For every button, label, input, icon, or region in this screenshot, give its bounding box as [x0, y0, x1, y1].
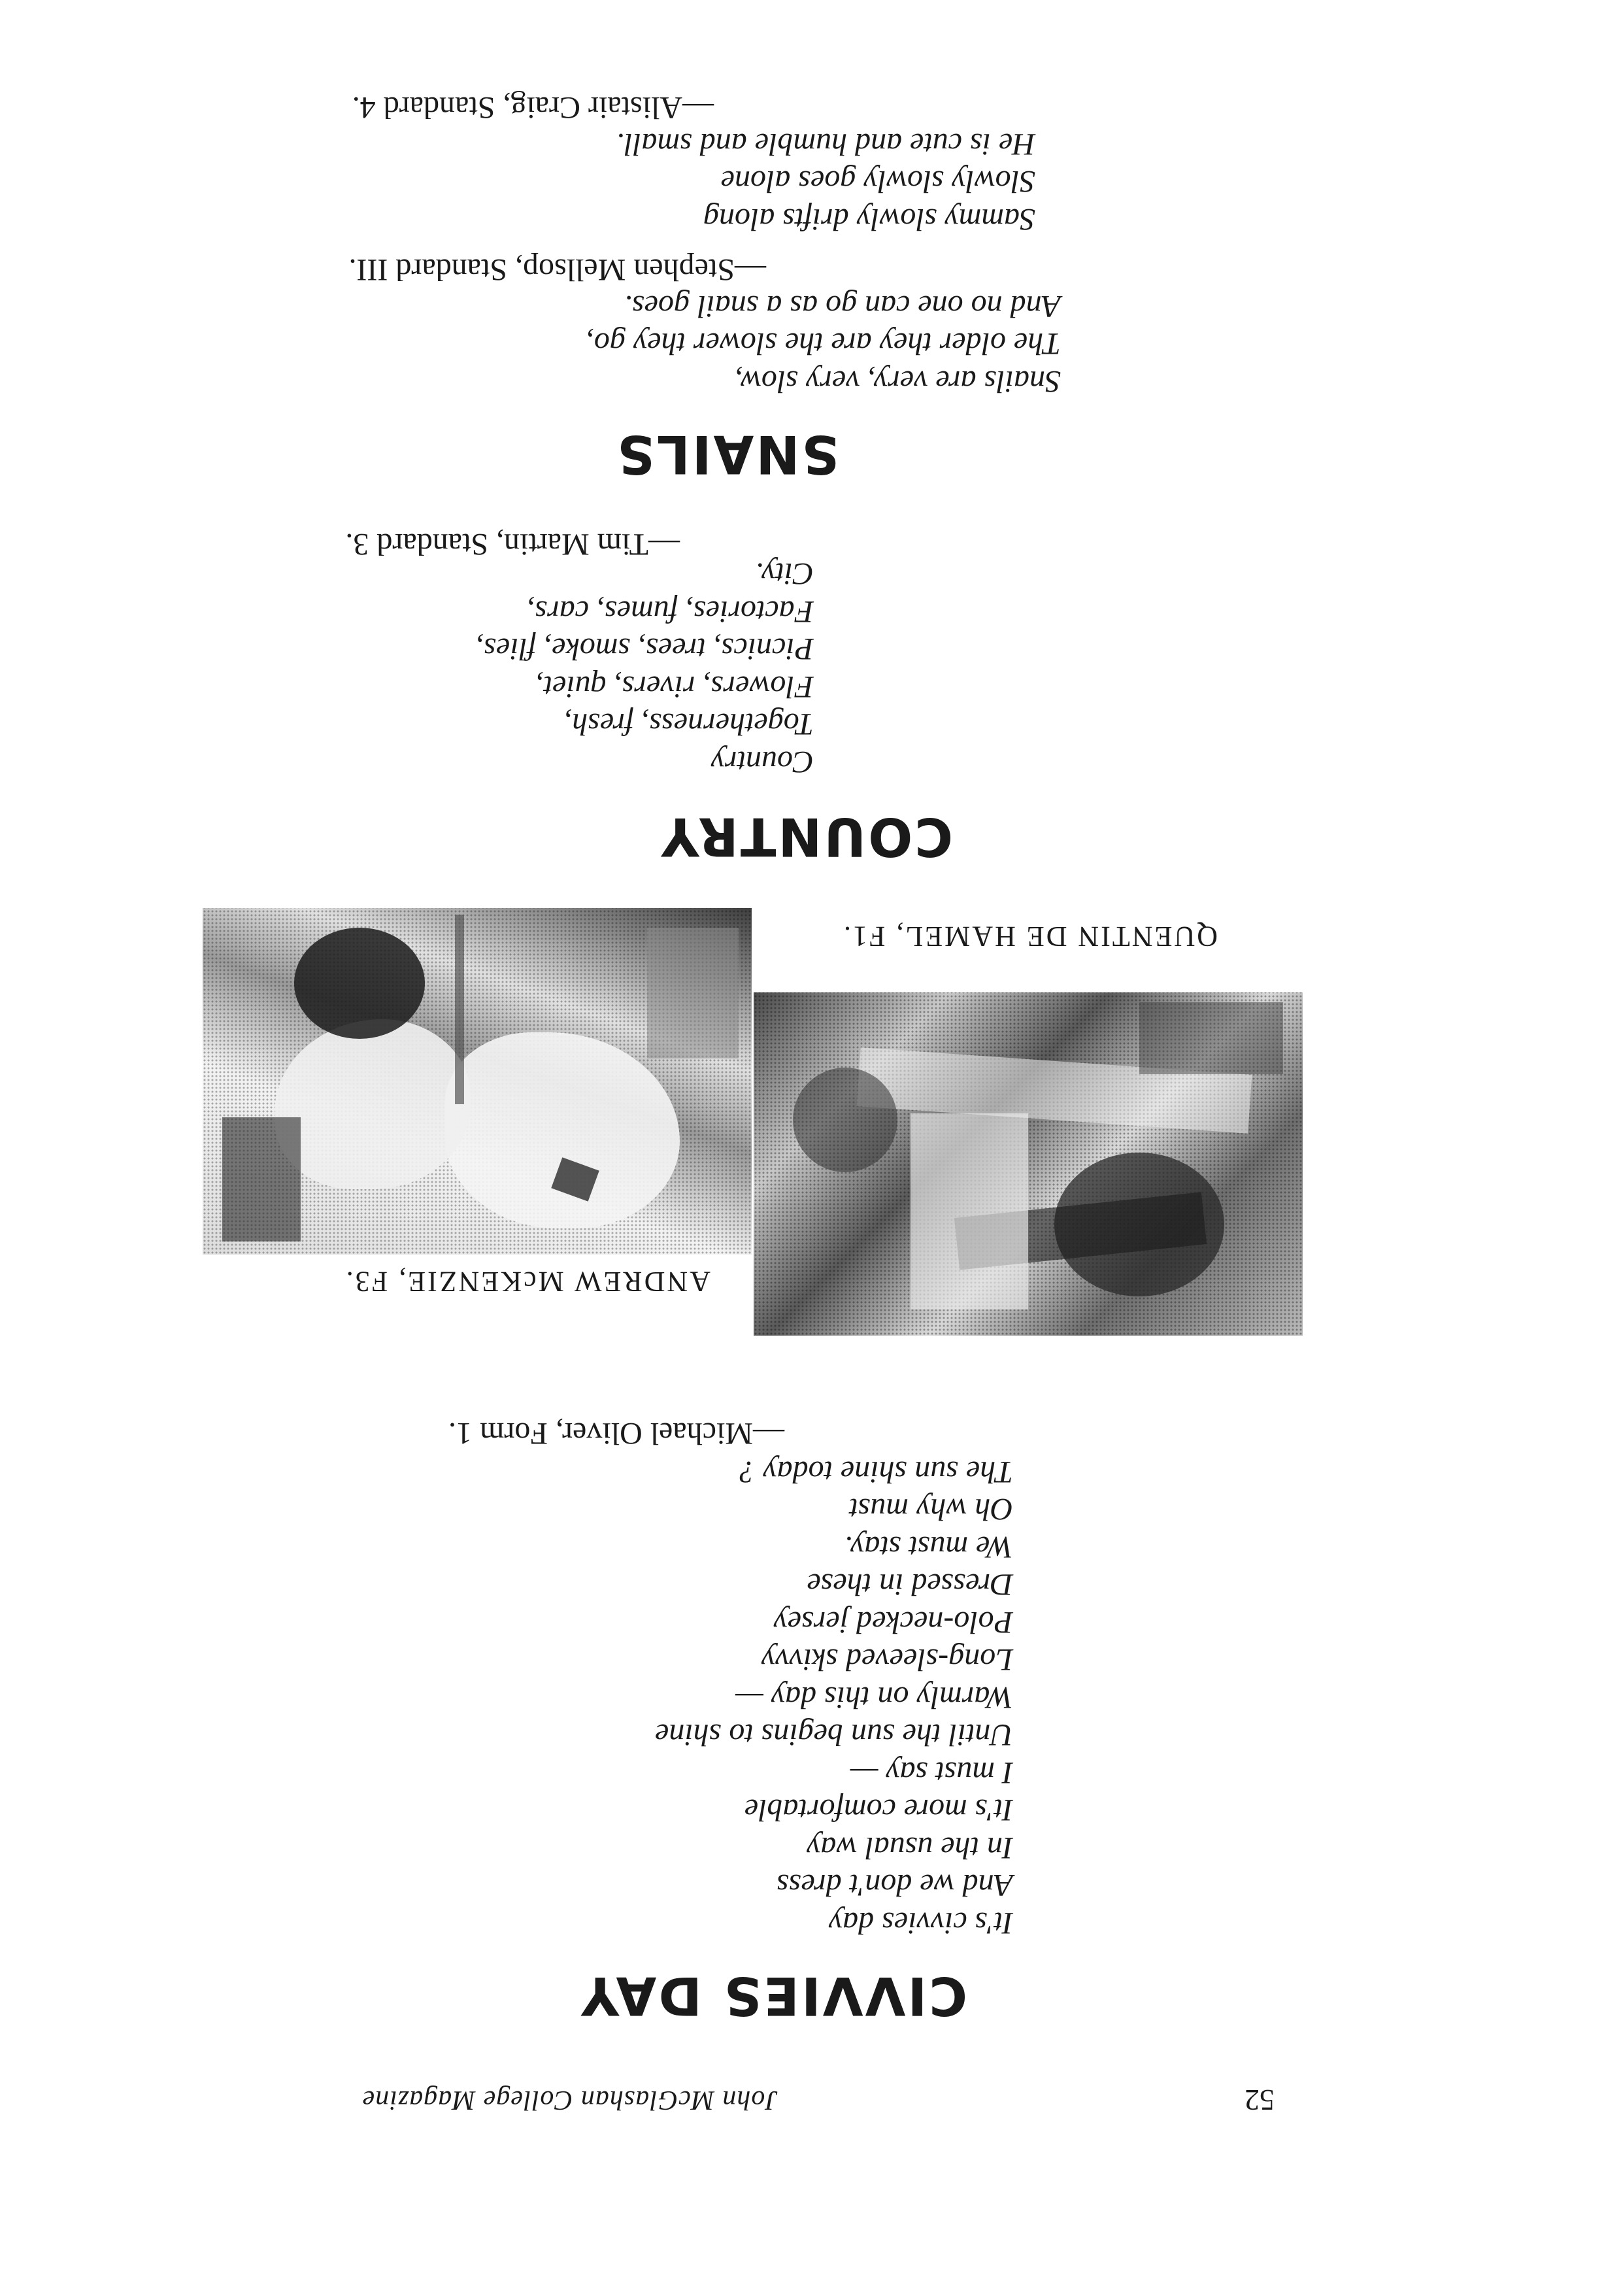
country-author: —Tim Martin, Standard 3. — [345, 527, 680, 562]
country-poem — [476, 555, 814, 781]
country-title: COUNTRY — [659, 806, 953, 867]
poem-line: Dressed in these — [807, 1567, 1013, 1602]
poem-line: The older they are the slower they go, — [586, 326, 1061, 362]
poem-line: Until the sun begins to shine — [655, 1717, 1013, 1753]
poem-line: Picnics, trees, smoke, flies, — [476, 632, 814, 667]
page-number: 52 — [1245, 2084, 1275, 2117]
poem-line: Oh why must — [849, 1492, 1013, 1527]
poem-line: He is cute and humble and small. — [616, 127, 1035, 161]
poem-line: Snails are very, very slow, — [735, 364, 1061, 399]
poem-line: Factories, fumes, cars, — [527, 594, 814, 629]
civvies-day-author: —Michael Oliver, Form 1. — [448, 1416, 784, 1451]
poem-line: Slowly slowly goes alone — [720, 164, 1035, 199]
civvies-day-title: CIVVIES DAY — [579, 1965, 967, 2026]
poem-line: Flowers, rivers, quiet, — [535, 669, 814, 704]
poem-line: Togetherness, fresh, — [564, 707, 814, 742]
poem-line: City. — [755, 556, 814, 592]
magazine-title: John McGlashan College Magazine — [361, 2085, 778, 2115]
poem-line: It's more comfortable — [744, 1793, 1013, 1828]
poem-line: The sun shine today ? — [739, 1455, 1013, 1489]
poem-line: Warmly on this day — — [735, 1680, 1013, 1715]
poem-line: I must say — — [850, 1755, 1013, 1790]
poem-line: We must stay. — [844, 1530, 1013, 1564]
artwork-image — [203, 908, 752, 1255]
snails-poem-2 — [616, 126, 1035, 239]
snails-title: SNAILS — [615, 424, 839, 484]
snails-poem-2-author: —Alistair Craig, Standard 4. — [352, 90, 714, 125]
civvies-day-poem — [655, 1453, 1013, 1942]
poem-line: It's civvies day — [828, 1906, 1013, 1940]
poem-line: Long-sleeved skivvy — [761, 1642, 1013, 1678]
poem-line: And we don't dress — [777, 1868, 1013, 1903]
artwork-image — [754, 992, 1303, 1336]
poem-line: Country — [710, 745, 814, 779]
poem-line: And no one can go as a snail goes. — [624, 289, 1061, 324]
poem-line: In the usual way — [807, 1831, 1013, 1865]
poem-line: Sammy slowly drifts along — [703, 202, 1035, 237]
artwork-caption: QUENTIN DE HAMEL, F1. — [841, 920, 1218, 953]
snails-poem-1-author: —Stephen Mellsop, Standard III. — [348, 252, 766, 287]
snails-poem-1 — [586, 288, 1061, 401]
poem-line: Polo-necked jersey — [773, 1605, 1013, 1640]
artwork-caption: ANDREW McKENZIE, F3. — [344, 1266, 710, 1298]
